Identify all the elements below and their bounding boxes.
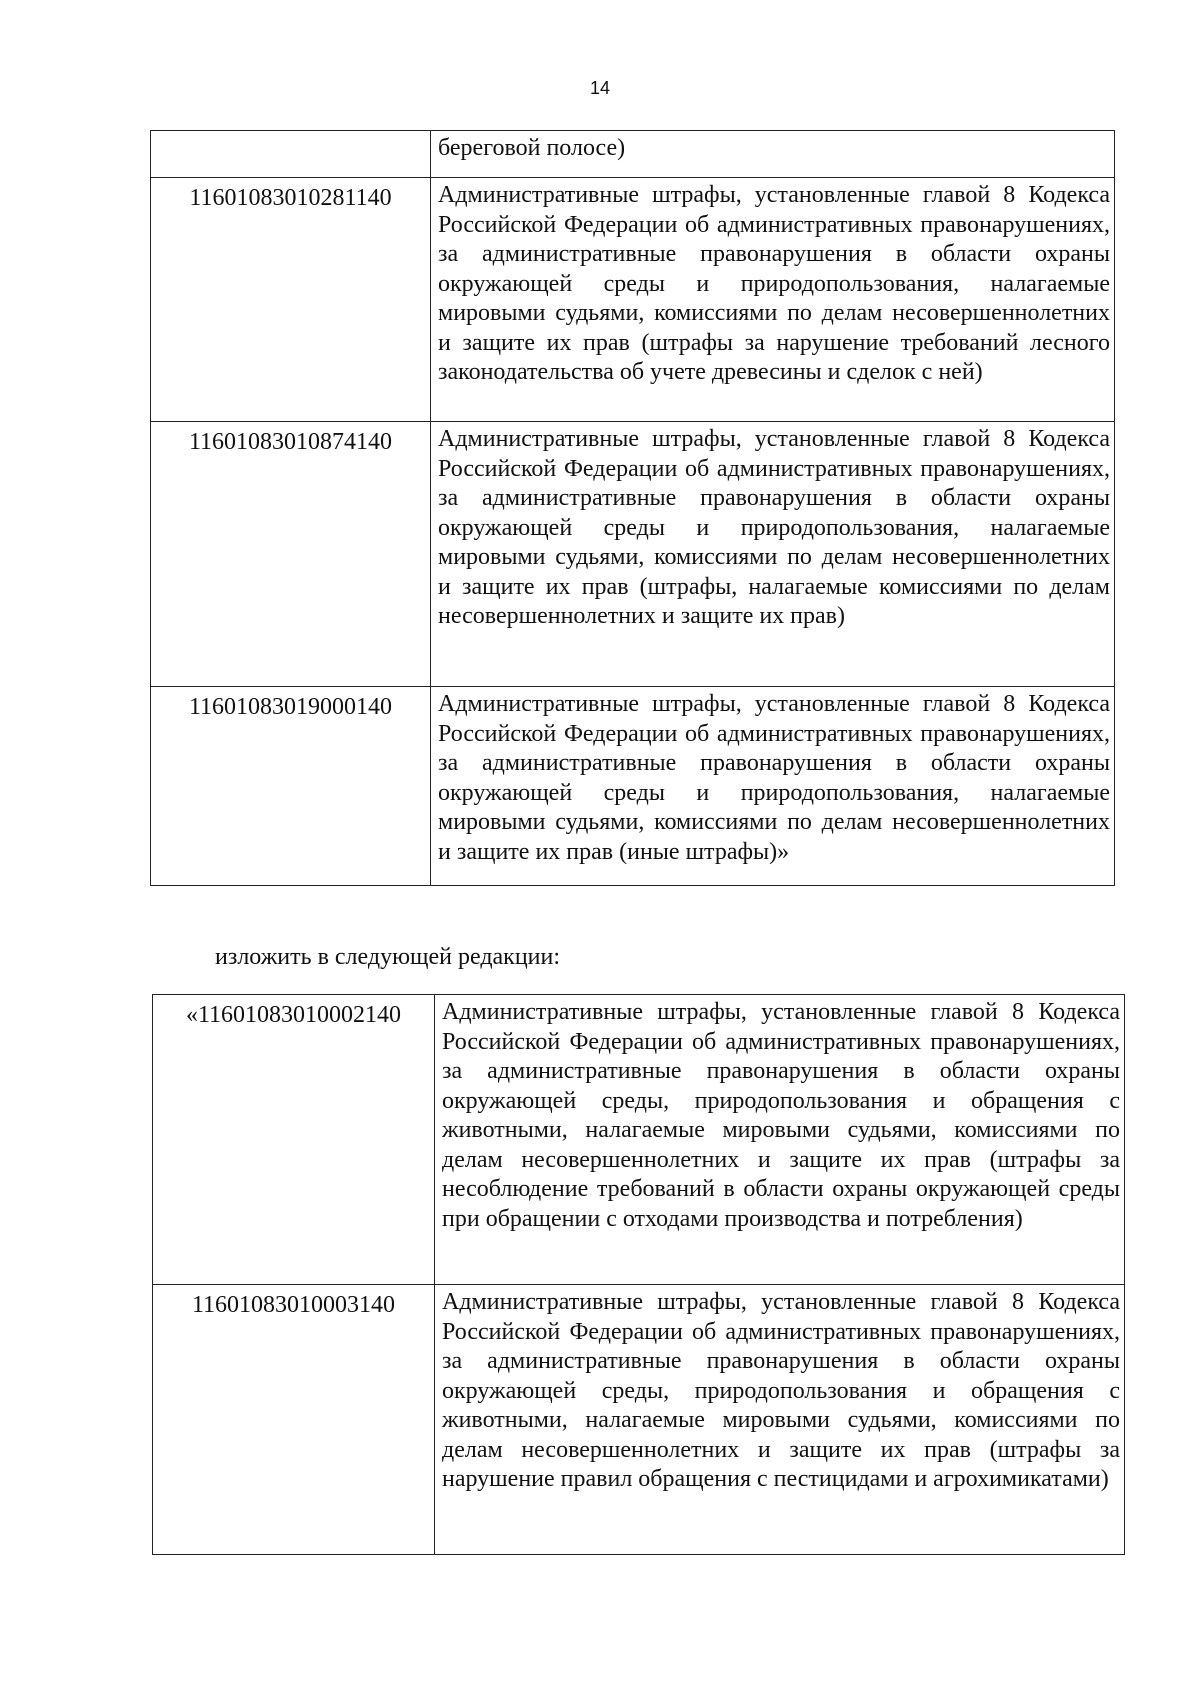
kbk-code [151, 131, 431, 178]
kbk-description: Административные штрафы, установленные главой 8 Кодекса Российской Федерации об административных правонарушениях, за административные правонарушения в области охраны окружающей среды, природопользования и обращения с животными, налагаемые мировыми судьями, комиссиями по делам несовершеннолетних и защите их прав (штрафы за несоблюдение требований в области охраны окружающей среды при обращении с отходами производства и потребления) [435, 995, 1125, 1285]
kbk-code: 11601083019000140 [151, 687, 431, 886]
kbk-description: береговой полосе) [431, 131, 1115, 178]
kbk-description: Административные штрафы, установленные главой 8 Кодекса Российской Федерации об административных правонарушениях, за административные правонарушения в области охраны окружающей среды и природопользования, налагаемые мировыми судьями, комиссиями по делам несовершеннолетних и защите их прав (иные штрафы)» [431, 687, 1115, 886]
kbk-table-new [152, 994, 1125, 1555]
kbk-description: Административные штрафы, установленные главой 8 Кодекса Российской Федерации об административных правонарушениях, за административные правонарушения в области охраны окружающей среды, природопользования и обращения с животными, налагаемые мировыми судьями, комиссиями по делам несовершеннолетних и защите их прав (штрафы за нарушение правил обращения с пестицидами и агрохимикатами) [435, 1285, 1125, 1555]
table-row [153, 995, 1125, 1285]
table-row [151, 422, 1115, 687]
kbk-code: 11601083010281140 [151, 178, 431, 422]
table-row [151, 178, 1115, 422]
table-row [151, 687, 1115, 886]
kbk-code: 11601083010874140 [151, 422, 431, 687]
table-row [151, 131, 1115, 178]
kbk-table-old [150, 130, 1115, 886]
kbk-description: Административные штрафы, установленные главой 8 Кодекса Российской Федерации об административных правонарушениях, за административные правонарушения в области охраны окружающей среды и природопользования, налагаемые мировыми судьями, комиссиями по делам несовершеннолетних и защите их прав (штрафы, налагаемые комиссиями по делам несовершеннолетних и защите их прав) [431, 422, 1115, 687]
kbk-description: Административные штрафы, установленные главой 8 Кодекса Российской Федерации об административных правонарушениях, за административные правонарушения в области охраны окружающей среды и природопользования, налагаемые мировыми судьями, комиссиями по делам несовершеннолетних и защите их прав (штрафы за нарушение требований лесного законодательства об учете древесины и сделок с ней) [431, 178, 1115, 422]
kbk-code: «11601083010002140 [153, 995, 435, 1285]
kbk-code: 11601083010003140 [153, 1285, 435, 1555]
table-row [153, 1285, 1125, 1555]
intro-text: изложить в следующей редакции: [215, 944, 561, 970]
page-number: 14 [589, 78, 611, 98]
